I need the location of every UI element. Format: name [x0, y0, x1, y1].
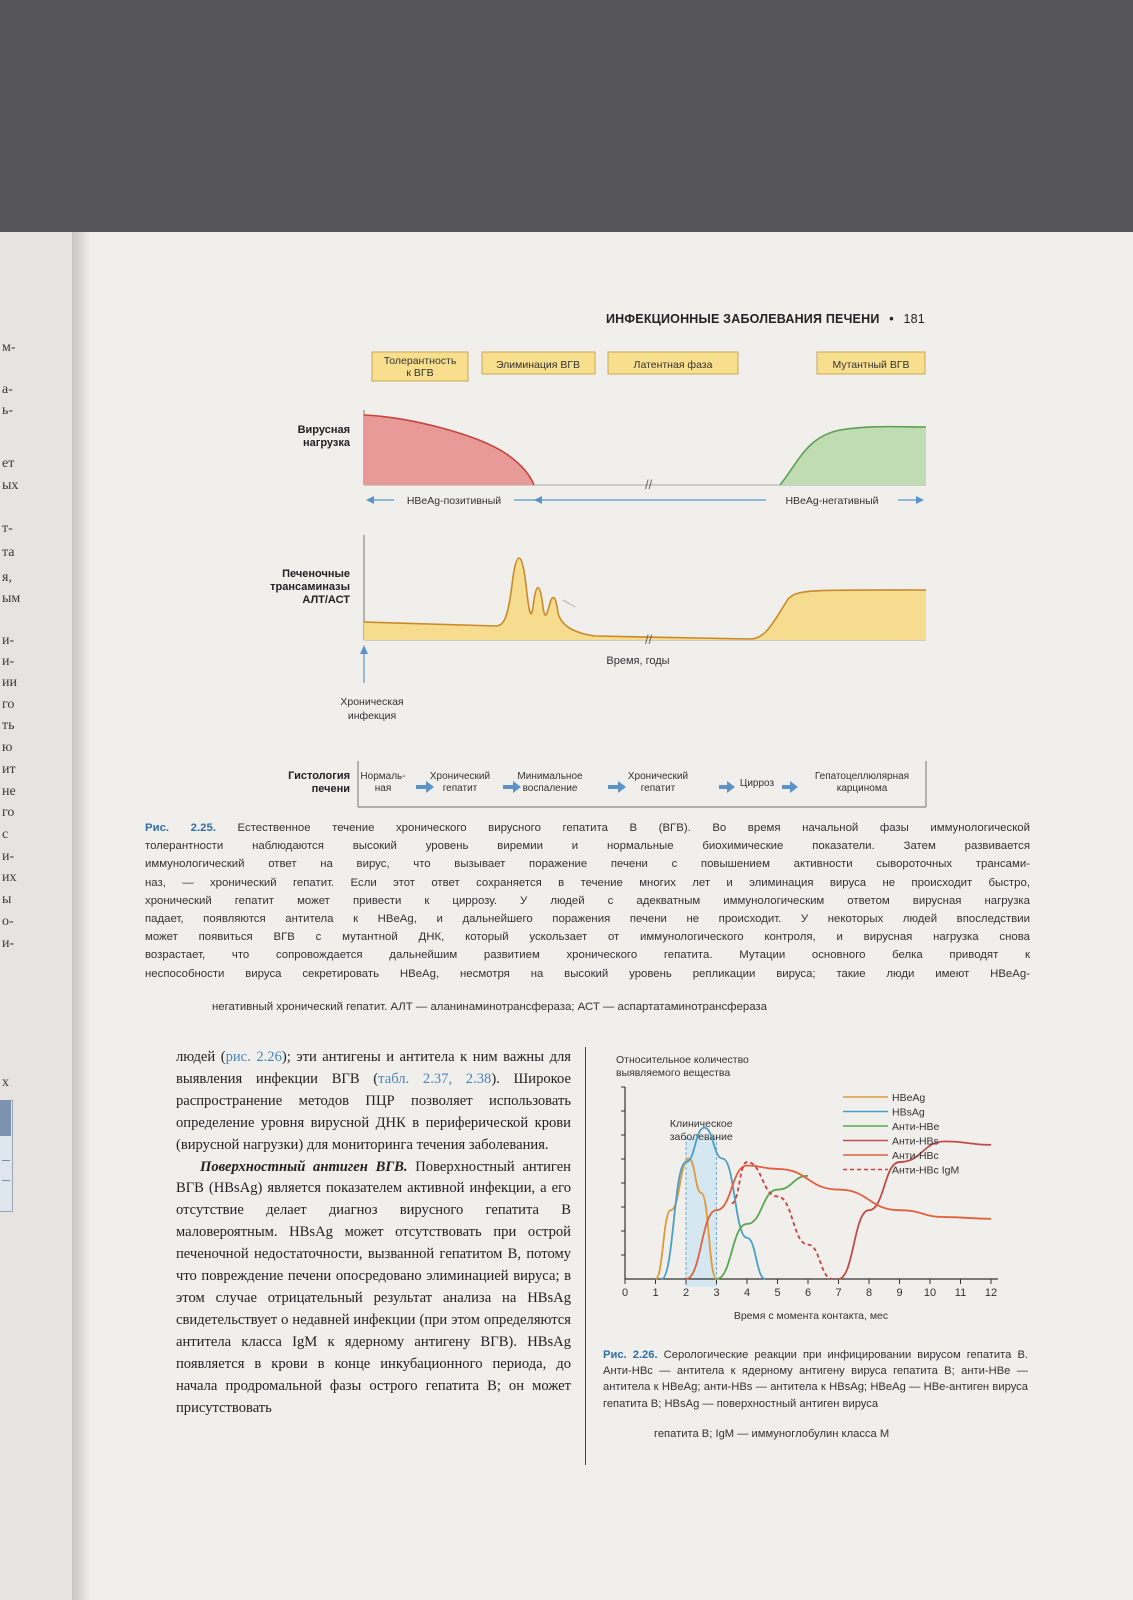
margin-fragment: ть — [2, 718, 15, 733]
x-tick-label: 1 — [652, 1287, 659, 1299]
caption-line-text: Естественное течение хронического вирусного гепатита В (ВГВ). Во время начальной фазы иммунологической — [237, 822, 1031, 834]
margin-fragment: ы — [2, 892, 12, 907]
histology-step-1a: Нормаль- — [360, 771, 406, 782]
p1-rest: ). Широкое распространение методов ПЦР позволяет использовать определение уровня вирусной ДНК в периферической крови (вирусной нагрузки) для мониторинга течения заболевания. — [176, 1070, 571, 1153]
caption-line — [145, 820, 1030, 836]
margin-fragment: и- — [2, 849, 15, 864]
figure-226-chart — [603, 1047, 1033, 1327]
caption-line — [145, 911, 1030, 927]
histology-arrow-icon — [719, 781, 735, 793]
fig226-text: Серологические реакции при инфицировании вирусом гепатита В. Анти-HBc — антитела к ядерному антигену вируса гепатита В; анти-HBe — антитела к HBeAg; анти-HBs — антитела к HBsAg; HBeAg — HBe-антиген вируса гепатита В; HBsAg — поверхностный антиген вируса — [603, 1349, 1029, 1410]
histology-arrow-icon — [608, 781, 626, 793]
margin-fragment: ит — [2, 762, 16, 777]
figure-225-diagram — [250, 345, 950, 820]
legend-label: Анти-HBs — [892, 1135, 939, 1148]
figure-225-caption-last: негативный хронический гепатит. АЛТ — аланинаминотрансфераза; АСТ — аспартатаминотрансфераза — [212, 1001, 767, 1013]
margin-fragment: их — [2, 870, 17, 885]
transaminase-panel — [270, 535, 926, 722]
legend-label: Анти-HBc IgM — [892, 1164, 960, 1177]
margin-fragment: о- — [2, 914, 14, 929]
running-head — [606, 312, 925, 326]
x-tick-label: 4 — [743, 1287, 751, 1299]
fig225-label: Рис. 2.25. — [145, 822, 238, 834]
margin-fragment: м- — [2, 340, 16, 355]
chart-legend — [843, 1092, 959, 1177]
phase-boxes — [372, 352, 925, 381]
alt-label-1: Печеночные — [282, 568, 350, 580]
p1-prefix: людей ( — [176, 1049, 226, 1065]
x-tick-label: 6 — [804, 1287, 812, 1299]
viral-load-label-2: нагрузка — [303, 437, 350, 449]
table-rule — [2, 1160, 10, 1161]
x-tick-label: 11 — [954, 1287, 967, 1299]
caption-line — [145, 875, 1030, 891]
alt-pointer — [563, 600, 575, 607]
caption-line — [145, 856, 1030, 872]
caption-line-text: наз, — хронический гепатит. Если этот ответ сохраняется в течение многих лет и элиминация вируса не происходит быстро, — [145, 876, 1030, 889]
alt-area — [364, 558, 926, 640]
series-line-анти-hbs — [839, 1141, 992, 1279]
figure-226-caption — [603, 1347, 1028, 1412]
caption-line-text: возрастает, что сопровождается дальнейшим развитием хронического гепатита. Мутации основного белка приводят к — [145, 949, 1030, 962]
histology-step-4b: гепатит — [640, 783, 676, 794]
figure-226-caption-last: гепатита В; IgM — иммуноглобулин класса М — [654, 1428, 890, 1440]
margin-fragment: а- — [2, 382, 13, 397]
legend-label: HBeAg — [892, 1092, 926, 1104]
legend-label: Анти-HBe — [892, 1121, 940, 1133]
legend-label: Анти-HBc — [892, 1150, 939, 1162]
caption-line — [145, 966, 1030, 982]
phase-label-mutant: Мутантный ВГВ — [832, 359, 910, 371]
running-head-title: ИНФЕКЦИОННЫЕ ЗАБОЛЕВАНИЯ ПЕЧЕНИ — [606, 312, 880, 326]
margin-fragment: го — [2, 697, 15, 712]
viral-load-panel — [298, 410, 926, 507]
histology-row — [288, 761, 926, 807]
margin-fragment: и- — [2, 633, 15, 648]
margin-fragment: с — [2, 827, 9, 842]
running-head-bullet: • — [889, 312, 894, 326]
histology-step-5: Цирроз — [739, 778, 775, 789]
alt-label-2: трансаминазы — [270, 581, 350, 593]
phase-label-tolerance: Толерантность — [383, 355, 457, 367]
viral-load-red-area — [364, 415, 534, 485]
p2-heading: Поверхностный антиген ВГВ. — [200, 1158, 408, 1175]
x-tick-label: 3 — [713, 1287, 720, 1299]
margin-fragment: я, — [2, 570, 12, 585]
x-ticks — [622, 1279, 997, 1299]
chart-ylabel-2: выявляемого вещества — [616, 1067, 731, 1079]
caption-line-text: иммунологический ответ на вирус, что вызывает поражение печени с повышением активности сывороточных трансами- — [145, 858, 1030, 871]
margin-fragment: ь- — [2, 403, 14, 418]
caption-line — [145, 893, 1030, 909]
histology-arrow-icon — [503, 781, 521, 793]
margin-fragment: го — [2, 805, 15, 820]
caption-line-text: хронический гепатит может привести к циррозу. У людей с адекватным иммунологическим ответом вирусная нагрузка — [145, 894, 1030, 907]
x-tick-label: 12 — [984, 1287, 998, 1299]
histology-step-3b: воспаление — [522, 783, 578, 794]
clinical-label-2: заболевание — [669, 1131, 733, 1143]
histology-label-2: печени — [311, 783, 350, 795]
chronic-arrow-head — [360, 645, 368, 654]
time-axis-label: Время, годы — [606, 655, 670, 667]
x-tick-label: 5 — [774, 1287, 781, 1299]
margin-fragment: ии — [2, 675, 17, 690]
margin-fragment: х — [2, 1075, 9, 1090]
histology-step-2b: гепатит — [442, 783, 478, 794]
fig226-label: Рис. 2.26. — [603, 1349, 658, 1361]
chronic-label-2: инфекция — [347, 710, 397, 722]
caption-line-text: падает, появляются антитела к HBeAg, и дальнейшего поражения печени не происходит. У некоторых людей впоследствии — [145, 913, 1030, 925]
x-tick-label: 0 — [621, 1287, 629, 1299]
histology-step-1b: ная — [374, 783, 392, 794]
x-tick-label: 8 — [865, 1287, 873, 1299]
margin-fragment: ю — [2, 740, 13, 755]
x-tick-label: 2 — [682, 1287, 690, 1299]
clinical-label-1: Клиническое — [669, 1118, 733, 1130]
phase-label-tolerance-2: к ВГВ — [406, 367, 434, 379]
x-tick-label: 9 — [896, 1287, 903, 1299]
histology-step-2a: Хронический — [429, 771, 491, 782]
body-text-column — [176, 1047, 571, 1419]
margin-fragment: та — [2, 545, 15, 560]
axis-break-mark-2: // — [645, 632, 653, 647]
histology-step-3a: Минимальное — [517, 771, 583, 782]
caption-line — [145, 947, 1030, 963]
chronic-label-1: Хроническая — [340, 696, 404, 708]
hbeag-positive-label: HBeAg-позитивный — [406, 495, 502, 507]
figure-ref-226[interactable]: рис. 2.26 — [225, 1049, 282, 1065]
viral-load-label-1: Вирусная — [297, 424, 350, 436]
dark-background-band — [0, 0, 1133, 232]
column-divider — [585, 1047, 586, 1465]
facing-page-table-header — [0, 1100, 11, 1136]
caption-line-text: неспособности вируса секретировать HBeAg, несмотря на высокий уровень репликации вируса; такие люди имеют HBeAg- — [145, 967, 1030, 980]
margin-fragment: не — [2, 784, 16, 799]
axis-break-mark: // — [645, 477, 653, 492]
caption-line — [145, 929, 1030, 945]
histology-step-6a: Гепатоцеллюлярная — [814, 771, 910, 782]
page-fold-shadow — [72, 232, 90, 1600]
x-tick-label: 10 — [923, 1287, 937, 1299]
histology-step-4a: Хронический — [627, 771, 689, 782]
p2-rest: Поверхностный антиген ВГВ (HBsAg) является показателем активной инфекции, а его отсутствие делает диагноз вирусного гепатита В маловероятным. HBsAg может отсутствовать при острой печеночной недостаточности, вызванной гепатитом В, потому что повреждение печени опосредовано элиминацией вируса; в этом случае отрицательный результат анализа на HBsAg свидетельствует о недавней инфекции (при этом определяются антитела класса IgM к ядерному антигену ВГВ). HBsAg появляется в крови в конце инкубационного периода, до начала продромальной фазы острого гепатита В; он может присутствовать — [176, 1158, 571, 1416]
caption-line-text: толерантности наблюдаются высокий уровень виремии и нормальные биохимические показатели. Затем развивается — [145, 840, 1030, 853]
hbeag-arrow-right — [916, 496, 924, 504]
p1-mid: ); эти антигены и антитела к ним важны для выявления инфекции ВГВ ( — [176, 1049, 572, 1087]
table-rule — [2, 1180, 10, 1181]
hbeag-negative-label: HBeAg-негативный — [785, 495, 879, 507]
legend-label: HBsAg — [892, 1106, 925, 1119]
series-line-анти-hbc-igm — [732, 1162, 833, 1279]
margin-fragment: ет — [2, 456, 15, 471]
hbeag-arrow-mid — [534, 496, 542, 504]
margin-fragment: и- — [2, 654, 15, 669]
histology-label-1: Гистология — [288, 770, 350, 782]
alt-label-3: АЛТ/АСТ — [302, 594, 350, 606]
phase-label-elimination: Элиминация ВГВ — [495, 359, 581, 371]
histology-arrow-icon — [416, 781, 434, 793]
margin-fragment: и- — [2, 936, 15, 951]
phase-label-latent: Латентная фаза — [633, 359, 713, 371]
margin-fragment: ых — [2, 478, 19, 493]
caption-line-text: может появиться ВГВ с мутантной ДНК, который ускользает от иммунологического контроля, и вирусная нагрузка снова — [145, 931, 1030, 944]
paragraph-2 — [176, 1157, 571, 1420]
table-ref-237[interactable]: табл. 2.37, 2.38 — [378, 1070, 492, 1087]
histology-arrow-icon — [782, 781, 798, 793]
chart-ylabel-1: Относительное количество — [616, 1054, 749, 1066]
page-number: 181 — [903, 312, 925, 326]
margin-fragment: т- — [2, 521, 13, 536]
x-tick-label: 7 — [835, 1287, 842, 1299]
histology-step-6b: карцинома — [836, 783, 888, 794]
chart-xlabel: Время с момента контакта, мес — [733, 1310, 889, 1322]
paragraph-1 — [176, 1049, 571, 1153]
hbeag-arrow-left — [366, 496, 374, 504]
caption-line — [145, 838, 1030, 854]
margin-fragment: ым — [2, 591, 21, 606]
